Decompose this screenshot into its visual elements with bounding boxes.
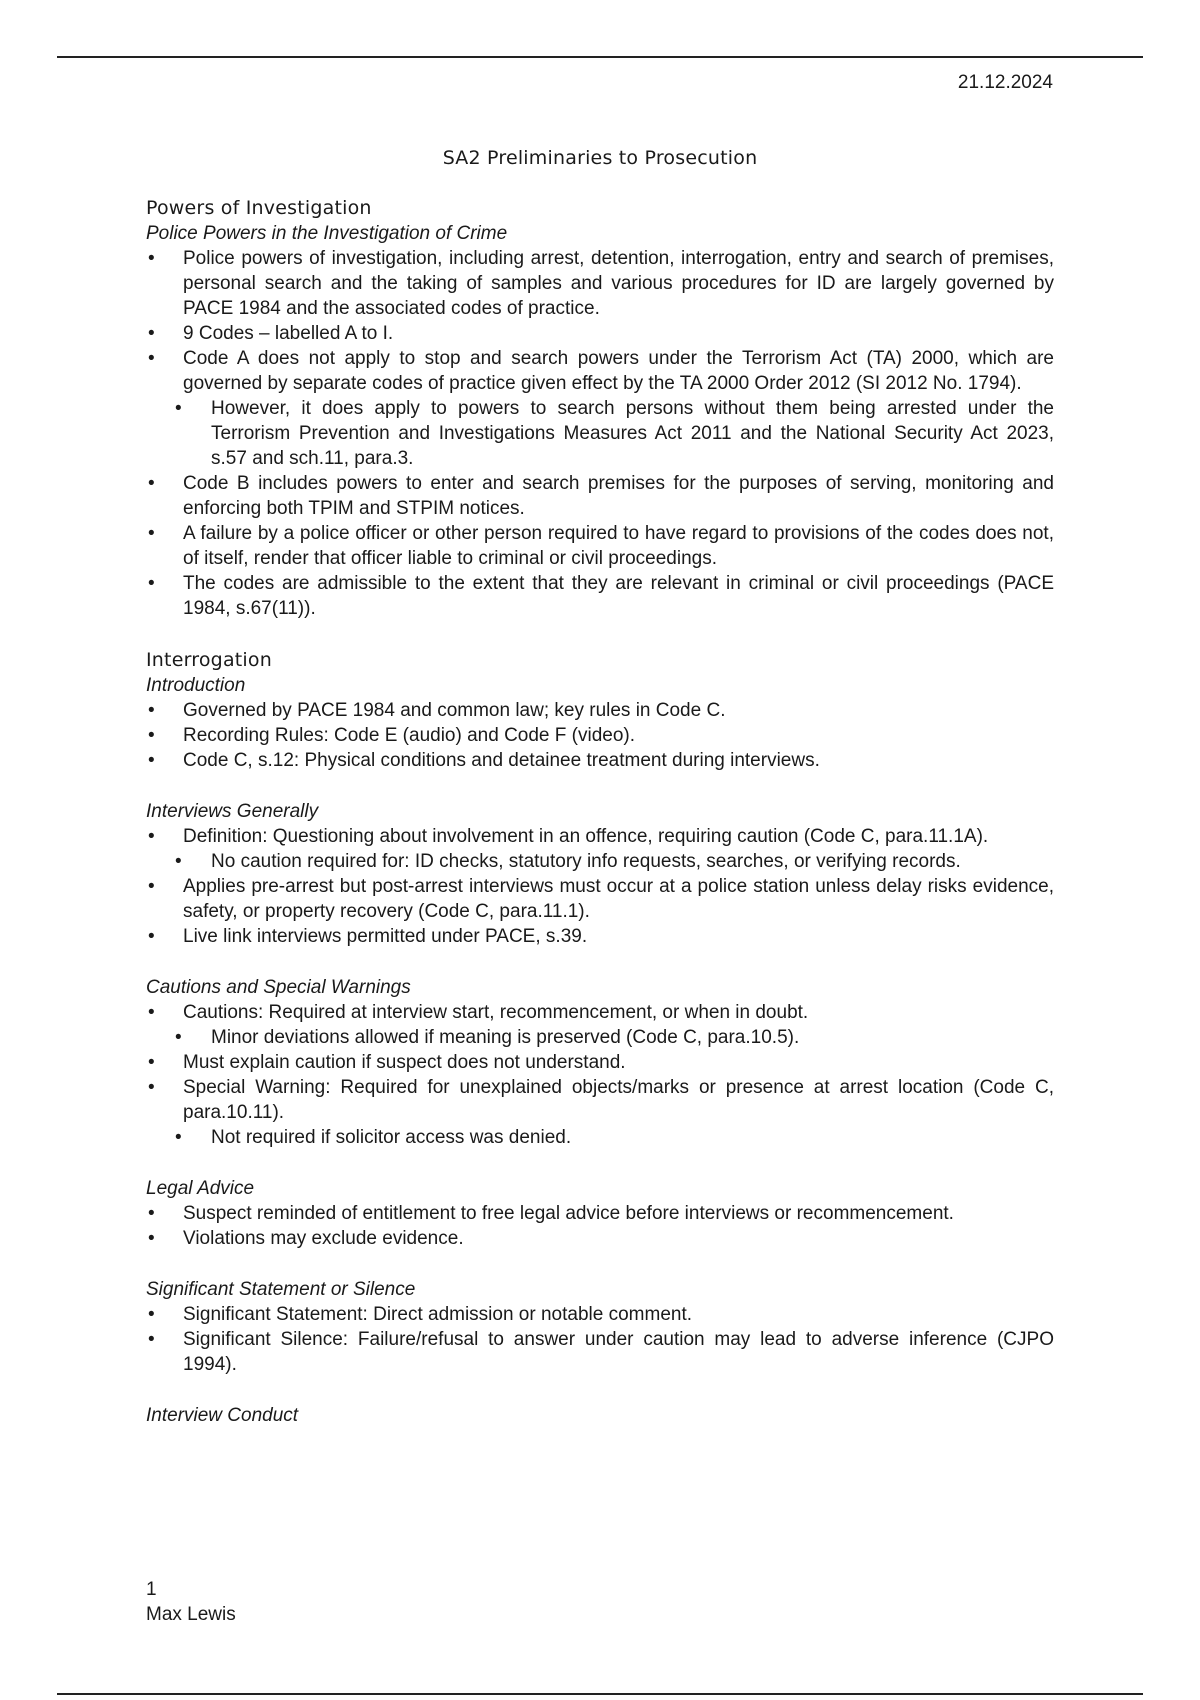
subheading-interview-conduct: Interview Conduct bbox=[146, 1405, 299, 1426]
subheading-legal-advice: Legal Advice bbox=[146, 1178, 255, 1199]
sub-list-item: • However, it does apply to powers to search persons without them being arrested under the Terrorism Prevention and Investigations Measures Act 2011 and the National Security Act 2023, s.57 and sch.11, para.3. bbox=[146, 396, 1054, 471]
subheading-cautions: Cautions and Special Warnings bbox=[146, 977, 411, 998]
list-item: • A failure by a police officer or other person required to have regard to provisions of the codes does not, of itself, render that officer liable to criminal or civil proceedings. bbox=[146, 521, 1054, 571]
introduction-list bbox=[146, 698, 1054, 773]
header-rule bbox=[57, 56, 1143, 58]
sub-list-item: • No caution required for: ID checks, statutory info requests, searches, or verifying records. bbox=[146, 849, 1054, 874]
list-item: • The codes are admissible to the extent that they are relevant in criminal or civil proceedings (PACE 1984, s.67(11)). bbox=[146, 571, 1054, 621]
section-heading-powers: Powers of Investigation bbox=[146, 197, 372, 219]
page-footer bbox=[146, 1577, 236, 1627]
sub-list-item: • Minor deviations allowed if meaning is preserved (Code C, para.10.5). bbox=[146, 1025, 1054, 1050]
section-heading-interrogation: Interrogation bbox=[146, 649, 272, 671]
page-title: SA2 Preliminaries to Prosecution bbox=[442, 147, 758, 169]
subheading-interviews-generally: Interviews Generally bbox=[146, 801, 319, 822]
significant-list bbox=[146, 1302, 1054, 1377]
author-name: Max Lewis bbox=[146, 1604, 236, 1625]
cautions-list bbox=[146, 1000, 1054, 1150]
list-item: • Code B includes powers to enter and search premises for the purposes of serving, monitoring and enforcing both TPIM and STPIM notices. bbox=[146, 471, 1054, 521]
list-item: • Governed by PACE 1984 and common law; key rules in Code C. bbox=[146, 698, 1054, 723]
subheading-significant: Significant Statement or Silence bbox=[146, 1279, 416, 1300]
list-item: • Live link interviews permitted under PACE, s.39. bbox=[146, 924, 1054, 949]
list-item: • Significant Statement: Direct admission or notable comment. bbox=[146, 1302, 1054, 1327]
legal-advice-list bbox=[146, 1201, 1054, 1251]
document-body bbox=[146, 145, 1054, 1428]
footer-rule bbox=[57, 1693, 1143, 1695]
list-item: • Police powers of investigation, including arrest, detention, interrogation, entry and search of premises, personal search and the taking of samples and various procedures for ID are largely governed by PACE 1984 and the associated codes of practice. bbox=[146, 246, 1054, 321]
document-date: 21.12.2024 bbox=[957, 72, 1053, 93]
list-item: • 9 Codes – labelled A to I. bbox=[146, 321, 1054, 346]
powers-list bbox=[146, 246, 1054, 621]
sub-list-item: • Not required if solicitor access was denied. bbox=[146, 1125, 1054, 1150]
page-number: 1 bbox=[146, 1579, 157, 1600]
list-item: • Violations may exclude evidence. bbox=[146, 1226, 1054, 1251]
list-item: • Must explain caution if suspect does not understand. bbox=[146, 1050, 1054, 1075]
list-item: • Cautions: Required at interview start, recommencement, or when in doubt. bbox=[146, 1000, 1054, 1025]
subheading-police-powers: Police Powers in the Investigation of Crime bbox=[146, 223, 508, 244]
list-item: • Applies pre-arrest but post-arrest interviews must occur at a police station unless delay risks evidence, safety, or property recovery (Code C, para.11.1). bbox=[146, 874, 1054, 924]
list-item: • Suspect reminded of entitlement to free legal advice before interviews or recommencement. bbox=[146, 1201, 1054, 1226]
list-item: • Special Warning: Required for unexplained objects/marks or presence at arrest location (Code C, para.10.11). bbox=[146, 1075, 1054, 1125]
list-item: • Code C, s.12: Physical conditions and detainee treatment during interviews. bbox=[146, 748, 1054, 773]
list-item: • Code A does not apply to stop and search powers under the Terrorism Act (TA) 2000, which are governed by separate codes of practice given effect by the TA 2000 Order 2012 (SI 2012 No. 1794). bbox=[146, 346, 1054, 396]
list-item: • Significant Silence: Failure/refusal to answer under caution may lead to adverse inference (CJPO 1994). bbox=[146, 1327, 1054, 1377]
subheading-introduction: Introduction bbox=[146, 675, 246, 696]
list-item: • Recording Rules: Code E (audio) and Code F (video). bbox=[146, 723, 1054, 748]
interviews-generally-list bbox=[146, 824, 1054, 949]
list-item: • Definition: Questioning about involvement in an offence, requiring caution (Code C, para.11.1A). bbox=[146, 824, 1054, 849]
